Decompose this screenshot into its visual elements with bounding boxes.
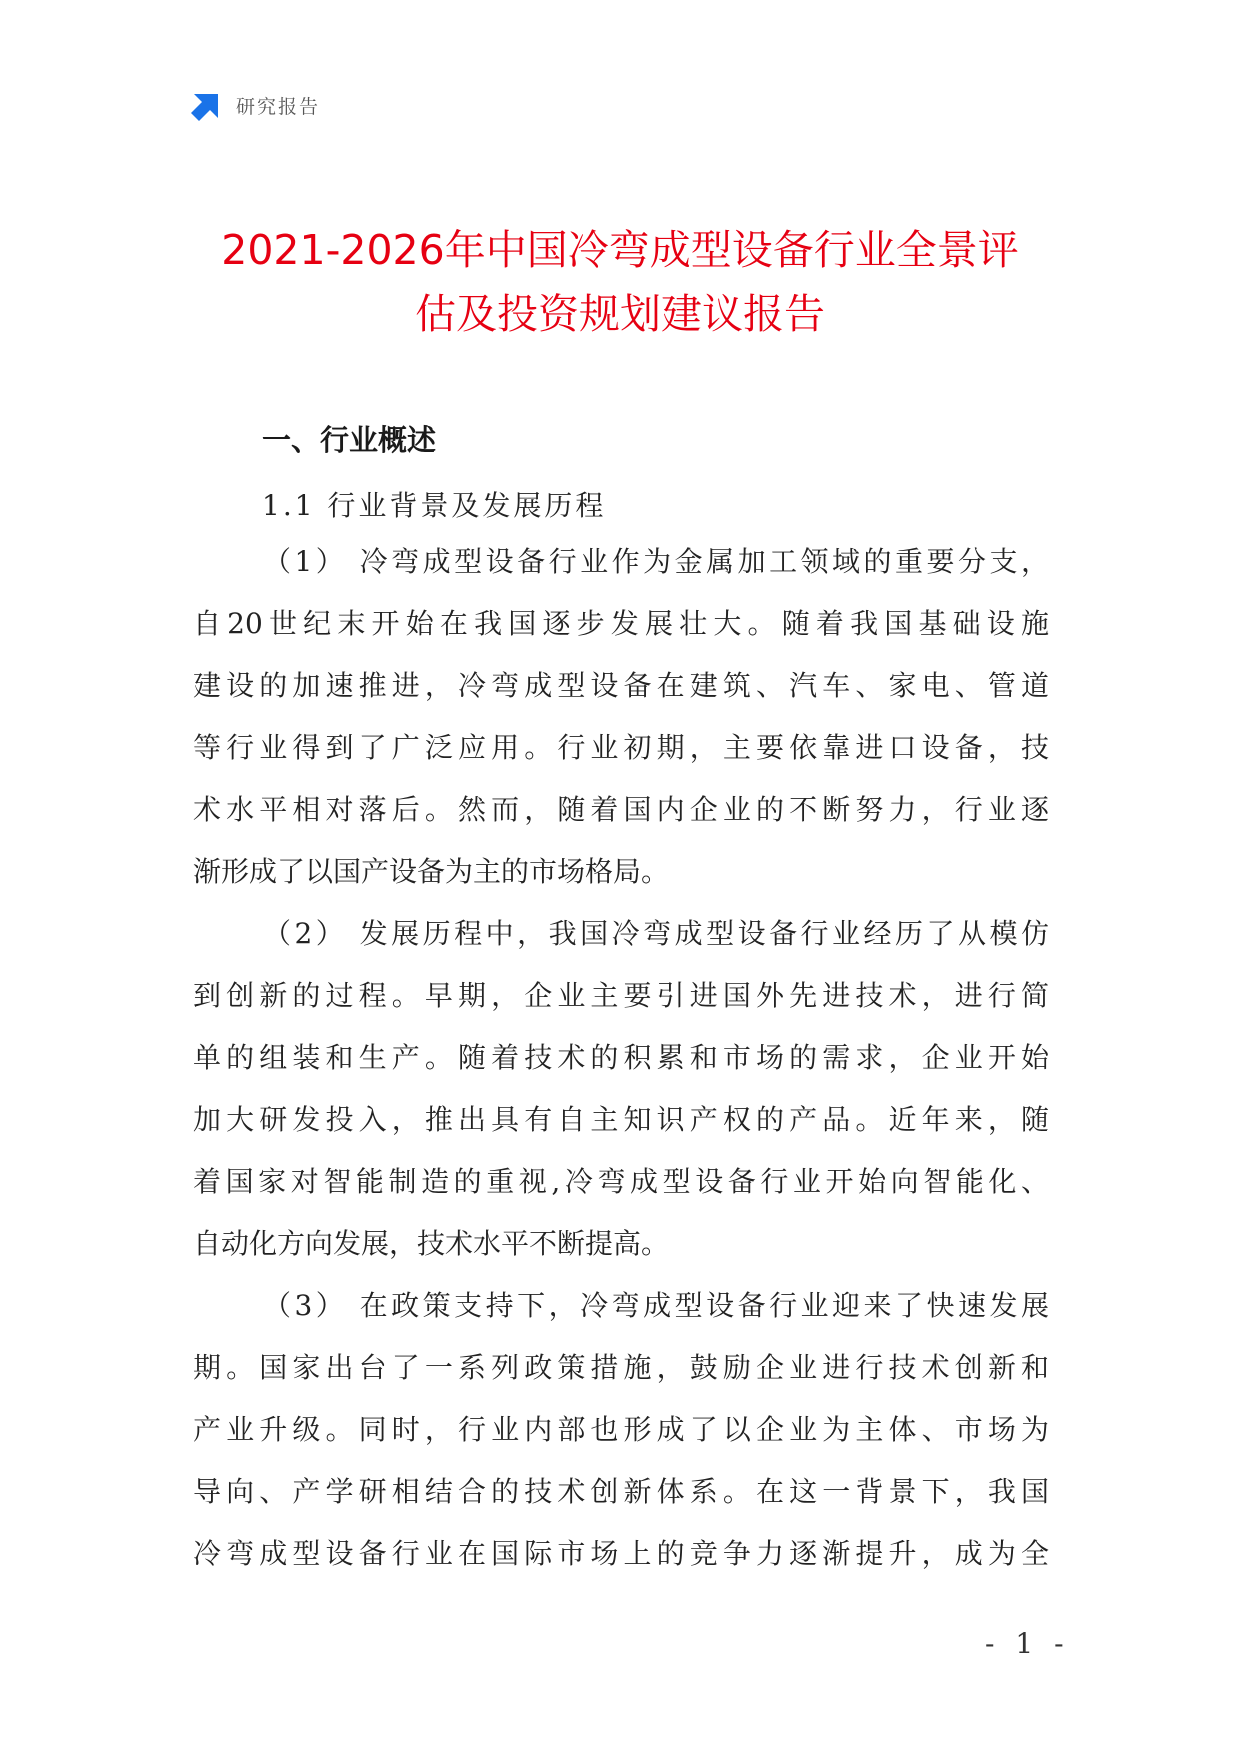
title-line-1: 2021-2026年中国冷弯成型设备行业全景评: [221, 226, 1019, 274]
paragraph-line: 渐形成了以国产设备为主的市场格局。: [193, 855, 670, 888]
paragraph-line: 到创新的过程。早期，企业主要引进国外先进技术，进行简: [193, 979, 1049, 1012]
paragraph-line: 单的组装和生产。随着技术的积累和市场的需求，企业开始: [193, 1041, 1049, 1074]
paragraph-line: 导向、产学研相结合的技术创新体系。在这一背景下，我国: [193, 1475, 1049, 1508]
paragraph-line: 自动化方向发展，技术水平不断提高。: [193, 1227, 670, 1260]
page-number: - 1 -: [985, 1627, 1070, 1660]
paragraph-line: 自20世纪末开始在我国逐步发展壮大。随着我国基础设施: [193, 607, 1049, 640]
header-label: 研究报告: [236, 95, 321, 118]
paragraph-2: [193, 903, 1049, 1275]
paragraph-line: 冷弯成型设备行业在国际市场上的竞争力逐渐提升，成为全: [193, 1537, 1049, 1570]
paragraph-line: 建设的加速推进，冷弯成型设备在建筑、汽车、家电、管道: [193, 669, 1049, 702]
document-header: [190, 88, 320, 122]
paragraph-line: 术水平相对落后。然而，随着国内企业的不断努力，行业逐: [193, 793, 1049, 826]
paragraph-line: （3） 在政策支持下，冷弯成型设备行业迎来了快速发展: [263, 1289, 1049, 1322]
paragraph-3: [193, 1275, 1049, 1585]
paragraph-line: （1） 冷弯成型设备行业作为金属加工领域的重要分支，: [263, 545, 1049, 578]
paragraph-line: 期。国家出台了一系列政策措施，鼓励企业进行技术创新和: [193, 1351, 1049, 1384]
paragraph-1: [193, 531, 1049, 903]
document-title: [160, 218, 1080, 346]
paragraph-line: 加大研发投入，推出具有自主知识产权的产品。近年来，随: [193, 1103, 1049, 1136]
title-line-2: 估及投资规划建议报告: [415, 290, 825, 338]
paragraph-line: （2） 发展历程中，我国冷弯成型设备行业经历了从模仿: [263, 917, 1049, 950]
section-subheading: 1.1 行业背景及发展历程: [262, 489, 607, 522]
arrow-up-right-icon: [190, 88, 224, 122]
paragraph-line: 着国家对智能制造的重视,冷弯成型设备行业开始向智能化、: [193, 1165, 1049, 1198]
paragraph-line: 等行业得到了广泛应用。行业初期，主要依靠进口设备，技: [193, 731, 1049, 764]
paragraph-line: 产业升级。同时，行业内部也形成了以企业为主体、市场为: [193, 1413, 1049, 1446]
body-text: [193, 531, 1049, 1585]
section-heading: 一、行业概述: [262, 423, 437, 457]
